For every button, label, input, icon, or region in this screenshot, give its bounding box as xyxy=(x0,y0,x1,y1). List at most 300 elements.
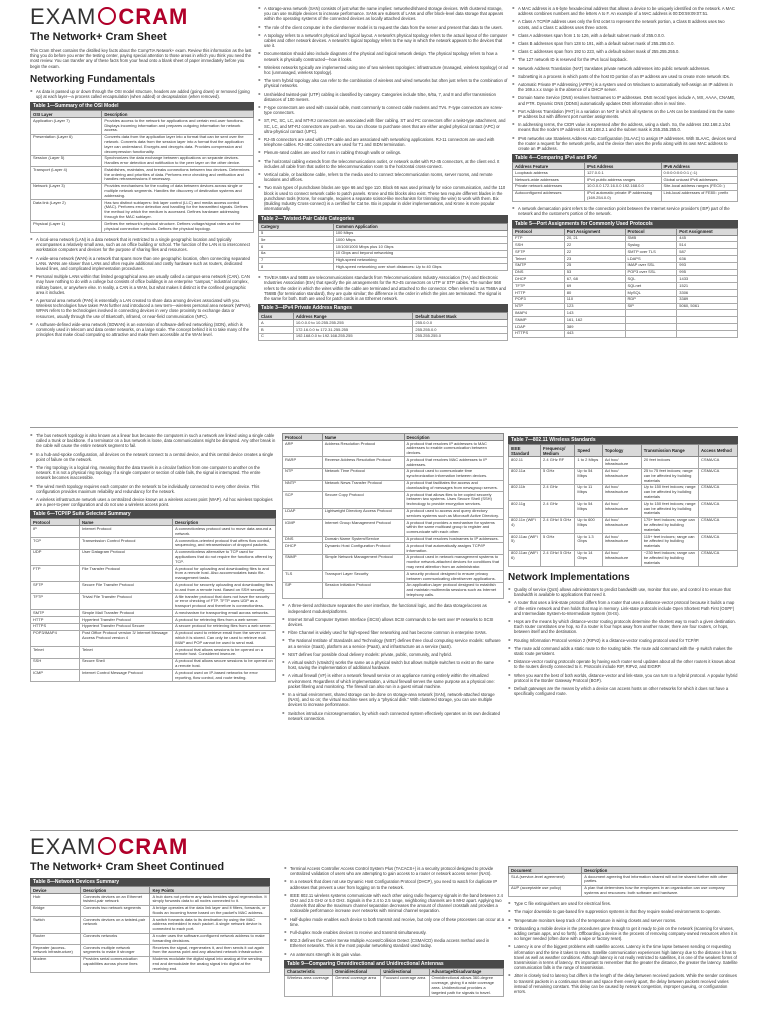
table-cell xyxy=(677,330,738,337)
table-cell: A mechanism for transporting email across networks. xyxy=(173,610,276,617)
list-item: ► Two main types of punchdown blocks are type 66 and type 110. Block 66 was used primarily for voice communication, and the 110 block is used to connect network cable to patch panels. Krone and Bix blocks also exist. These two require different blades in the punchdown tools (Krone, for example, requires a separate scissor-like mechanism for trimming the wire) to work with them. Bix (Building Industry Cross-connect) is a certified for Cat 5e. Bix is popular in older implementations, and Krone is more popular internationally. xyxy=(258,185,508,211)
table-row xyxy=(259,257,508,264)
table-row xyxy=(513,262,738,269)
table-cell: Receives the signal, regenerates it, and then sends it out again from the access point and any attached network infrastructure. xyxy=(150,945,270,957)
table-cell: 802.11ax (WiFi 6) xyxy=(509,550,541,566)
table-cell: 20 feet indoors xyxy=(641,457,698,469)
table-row xyxy=(513,317,738,324)
table-cell: Syslog xyxy=(625,242,677,249)
table-cell: 2.4 GHz xyxy=(541,501,575,517)
list-item: ► The term hybrid topology also can refer to the combination of wireless and wired networks but often just refers to the combination of physical networks. xyxy=(258,78,508,88)
table-cell: Telnet xyxy=(513,256,565,263)
list-item: ► Automatic Private IP Addressing (APIPA) is a system used on Windows to automatically self-assign an IP address in the 169.x.x.x range in the absence of a DHCP server. xyxy=(512,82,738,92)
table-row xyxy=(31,538,276,550)
table-cell: High-speed networking over short distances: Up to 40 Gbps xyxy=(333,264,507,271)
table-row xyxy=(31,167,254,183)
table-row xyxy=(509,885,738,897)
list-item: ► Domain Name Service (DNS) resolves hostnames to IP addresses. DNS record types include A, MX, AAAA, CNAME, and PTR. Dynamic DNS (DDNS) automatically updates DNS information often in real time. xyxy=(512,95,738,105)
table-cell: 802.11b xyxy=(509,484,541,500)
topology-types-list xyxy=(30,433,276,507)
list-item: ► Internet Small Computer System Interface (iSCSI) allows SCSI commands to be sent over IP networks to SCSI devices. xyxy=(282,617,504,627)
page2-middle-column xyxy=(284,866,504,1024)
table-caption-ipv4-ipv6: Table 4—Comparing IPv4 and IPv6 xyxy=(512,154,738,162)
list-item: ► Documentation should also include diagrams of the physical and logical network design. The physical topology refers to how a network is physically constructed—how it looks. xyxy=(258,51,508,61)
table-cell: 5e xyxy=(259,237,334,244)
table-cell: NTP xyxy=(283,468,323,480)
list-item: ► Class C addresses span from 192 to 223, with a default subnet mask of 255.255.255.0. xyxy=(512,49,738,54)
table-cell: A connectionless alternative to TCP used for applications that do not require the functions offered by TCP. xyxy=(173,549,276,565)
table-cell: Transport Layer Security xyxy=(322,571,404,583)
table-cell: 995 xyxy=(677,269,738,276)
table-row xyxy=(509,468,738,484)
table-cell: A hub does not perform any tasks besides signal regeneration. It simply forwards data to all nodes connected to it. xyxy=(150,894,270,906)
table-cell: Secure Copy Protocol xyxy=(322,492,404,508)
table-cell: Synchronizes the data exchange between applications on separate devices. Handles error detection and notification to the peer layer on the other device. xyxy=(102,155,254,167)
table-cell: SNMP xyxy=(283,554,323,570)
table-cell: Data link (Layer 2) xyxy=(31,200,102,221)
routing-list xyxy=(508,587,738,696)
table-cell: SIP xyxy=(283,582,323,598)
list-item: ► Terminal Access Controller Access Control System Plus (TACACS+) is a security protocol designed to provide centralized validation of users who are attempting to gain access to a router or network access server (NAS). xyxy=(284,866,504,876)
list-item: ► Quality of service (QoS) allows administrators to predict bandwidth use, monitor that use, and control it to ensure that bandwidth is available to applications that need it. xyxy=(508,587,738,597)
list-item: ► Wireless networks typically are implemented using one of two wireless topologies: infrastructure (managed, wireless topology) or ad hoc (unmanaged, wireless topology). xyxy=(258,65,508,75)
list-item: ► The major downside to gas-based fire suppression systems is that they require sealed environments to operate. xyxy=(508,909,738,914)
table-cell: Establishes, maintains, and breaks connections between two devices. Determines the ordering and priorities of data. Performs error checking and verification and handles retransmissions if necessary. xyxy=(102,167,254,183)
table-cell: Provides access to the network for applications and certain end-user functions. Displays incoming information and prepares outgoing information for network access. xyxy=(102,118,254,134)
table-cell: 445 xyxy=(677,235,738,242)
table-cell: POP3 over SSL xyxy=(625,269,677,276)
table-cell: Has two distinct sublayers: link layer control (LLC) and media access control (MAC). Performs error detection and handling for the transmitted signals. Defines the method by which the medium is accessed. Defines hardware addressing through the MAC sublayer. xyxy=(102,200,254,221)
table-cell: Global unicast IPv6 addresses xyxy=(661,177,738,184)
table-cell: Telnet xyxy=(31,647,80,659)
table-cell: A protocol that automatically assigns TCP/IP information. xyxy=(404,543,503,555)
column-header: Omnidirectional xyxy=(333,968,381,975)
table-cell: Internet Control Message Protocol xyxy=(80,670,173,682)
table-row xyxy=(513,303,738,310)
table-cell: 802.11a xyxy=(509,468,541,484)
table-cell: A protocol that allows files to be copied securely between two systems. Uses Secure Shell (SSH) technology to provide encryption services. xyxy=(404,492,503,508)
table-caption-ports: Table 5—Port Assignments for Commonly Used Protocols xyxy=(512,220,738,228)
table-cell: 10 Gbps and beyond networking xyxy=(333,250,507,257)
table-cell: File Transfer Protocol xyxy=(80,566,173,582)
column-header: Characteristic xyxy=(285,968,333,975)
column-header: Address Range xyxy=(293,313,413,320)
table-row xyxy=(509,534,738,550)
table-caption-devices: Table 8—Network Devices Summary xyxy=(30,878,270,886)
table-cell: Hypertext Transfer Protocol Secure xyxy=(80,623,173,630)
table-cell: SLA (service-level agreement) xyxy=(509,874,582,886)
table-row xyxy=(283,520,504,536)
section-divider xyxy=(30,830,738,831)
table-cell: NTP xyxy=(513,303,565,310)
table-cell: Trivial File Transfer Protocol xyxy=(80,594,173,610)
table-cell: CSMA/CA xyxy=(699,484,738,500)
table-row xyxy=(513,269,738,276)
list-item: ► Network Address Translation (NAT) translates private network addresses into public network addresses. xyxy=(512,66,738,71)
table-cell: Post Office Protocol version 3/ Internet Message Access Protocol version 4 xyxy=(80,630,173,646)
table-cell: 1000 Mbps xyxy=(333,237,507,244)
table-cell: Loopback address xyxy=(513,170,585,177)
section-divider xyxy=(30,427,738,428)
list-item: ► The horizontal cabling extends from the telecommunications outlet, or network outlet with RJ-45 connectors, at the client end. It includes all cable from that outlet to the telecommunication room to the horizontal cross-connect. xyxy=(258,159,508,169)
table-cell: IPv4 automatic private IP addressing (169.254.0.0) xyxy=(585,190,662,202)
table-cell xyxy=(677,324,738,331)
table-cell xyxy=(625,324,677,331)
table-row xyxy=(513,296,738,303)
table-cell: A secure protocol for retrieving files from a web server. xyxy=(173,623,276,630)
list-item: ► Temperature monitors keep track of the temperature in wiring closets and server rooms. xyxy=(508,918,738,923)
table-cell: Ad hoc/ infrastructure xyxy=(602,468,641,484)
page2-right-column xyxy=(508,866,738,1024)
table-cell: 5 GHz xyxy=(541,534,575,550)
table-cell: Omnidirectional allows 360-degree coverage, giving it a wide coverage area. Unidirectional provides a targeted path for signals to travel. xyxy=(429,975,503,996)
table-cell: 2.4 GHz/ 5 GHz xyxy=(541,550,575,566)
table-cell: Transport (Layer 4) xyxy=(31,167,102,183)
table-row xyxy=(31,582,276,594)
lower-right-column xyxy=(508,433,738,825)
table-cell: Up to 54 Mbps xyxy=(575,468,602,484)
table-cell: IP xyxy=(31,526,80,538)
table-cell: A protocol that facilitates the access and downloading of messages from newsgroup servers. xyxy=(404,480,503,492)
virtualization-list xyxy=(282,603,504,721)
table-cell: A document agreeing that information shared will not be shared further with other parties. xyxy=(582,874,738,886)
table-row xyxy=(283,508,504,520)
list-item: ► An antenna's strength is its gain value. xyxy=(284,952,504,957)
column-header: Device xyxy=(31,887,81,894)
list-item: ► Routing Information Protocol version 2 (RIPv2) is a distance-vector routing protocol used for TCP/IP. xyxy=(508,638,738,643)
table-cell: 25 to 75 feet indoors; range can be affected by building materials xyxy=(641,468,698,484)
section-heading-network-impl: Network Implementations xyxy=(508,571,630,583)
table-cell: POP3/IMAP4 xyxy=(31,630,80,646)
table-cell: 161, 162 xyxy=(564,317,625,324)
table-cell: POP3 xyxy=(513,296,565,303)
table-cell: Connects two network segments xyxy=(81,905,150,917)
table-cell: 53 xyxy=(564,269,625,276)
table-row xyxy=(283,536,504,543)
table-cell: Ad hoc/ infrastructure xyxy=(602,501,641,517)
table-cell: General coverage area xyxy=(333,975,381,996)
list-item: ► As data is passed up or down through the OSI model structure, headers are added (going down) or removed (going up) at each layer—a process called encapsulation (when added) or decapsulation (when removed). xyxy=(30,89,254,99)
table-row xyxy=(259,333,508,340)
table-cell: Connects devices on an Ethernet twisted-pair network xyxy=(81,894,150,906)
table-cell: Dynamic Host Configuration Protocol xyxy=(322,543,404,555)
table-cell: Ad hoc/ infrastructure xyxy=(602,534,641,550)
list-item: ► A router that uses a link-state protocol differs from a router that uses a distance-vector protocol because it builds a map of the entire network and then holds that map in memory. Link-state protocols include Open Shortest Path First (OSPF) and Intermediate System-to-Intermediate System (IS-IS). xyxy=(508,600,738,616)
table-cell: 3389 xyxy=(677,296,738,303)
table-cell: DHCP xyxy=(513,276,565,283)
list-item: ► Distance-vector routing protocols operate by having each router send updates about all the other routers it knows about to the routers directly connected to it. Protocols include RIP, RIPv2, and EIGRP. xyxy=(508,659,738,669)
list-item: ► TIA/EIA 568A and 568B are telecommunications standards from Telecommunications Industry Association (TIA) and Electronic Industries Association (EIA) that specify the pin arrangements for the RJ-45 connectors on UTP or STP cables. The number 568 refers to the order in which the wires within the cable are terminated and attached to the connector. Often referred to as T568A and T568B (for termination standard), they are quite similar; the difference is the order in which the pins are terminated. The signal is the same for both. Both are used for patch cords in an Ethernet network. xyxy=(258,275,508,301)
table-row xyxy=(31,658,276,670)
table-cell: Domain Name System/Service xyxy=(322,536,404,543)
network-types-list xyxy=(30,237,254,337)
table-row xyxy=(259,237,508,244)
table-caption-twisted-pair: Table 2—Twisted-Pair Cable Categories xyxy=(258,215,508,223)
table-row xyxy=(283,492,504,508)
table-cell: Autoconfigured addresses xyxy=(513,190,585,202)
table-cell: SFTP xyxy=(513,249,565,256)
topology-cabling-list xyxy=(258,6,508,212)
table-cell: 22 xyxy=(564,249,625,256)
table-cell: SSH xyxy=(31,658,80,670)
table-cell: ARP xyxy=(283,441,323,457)
table-cell: A protocol used to communicate time synchronization information between devices. xyxy=(404,468,503,480)
column-header: Access Method xyxy=(699,445,738,457)
ipv4-ipv6-table xyxy=(512,162,738,202)
column-header: OSI Layer xyxy=(31,111,102,118)
table-row xyxy=(31,118,254,134)
table-row xyxy=(31,647,276,659)
table-cell: Up to 11 Mbps xyxy=(575,484,602,500)
list-item: ► A Class A TCP/IP address uses only the first octet to represent the network portion, a Class B address uses two octets, and a Class C address uses three octets. xyxy=(512,19,738,29)
table-cell: HTTPS xyxy=(31,623,80,630)
table-cell: High-speed networking xyxy=(333,257,507,264)
list-item: ► Class A addresses span from 1 to 126, with a default subnet mask of 255.0.0.0. xyxy=(512,33,738,38)
table-cell: A protocol that allows sessions to be opened on a remote host. Considered insecure. xyxy=(173,647,276,659)
table-cell: A bridge operates at the data link layer and it filters, forwards, or floods an incoming frame based on the packet's MAC address. xyxy=(150,905,270,917)
column-header: Advantage/Disadvantage xyxy=(429,968,503,975)
table-cell: 6 xyxy=(259,244,334,251)
list-item: ► The 127 network ID is reserved for the IPv4 local loopback. xyxy=(512,57,738,62)
list-item: ► When you want the best of both worlds, distance-vector and link-state, you can turn to a hybrid protocol. A popular hybrid protocol is the Border Gateway Protocol (BGP). xyxy=(508,673,738,683)
list-item: ► In a virtual environment, shared storage can be done on storage-area network (SAN), network-attached storage (NAS), and so on; the virtual machine sees only a "physical disk." With clustered storage, you can use multiple devices to increase performance. xyxy=(282,692,504,708)
table-row xyxy=(259,264,508,271)
table-cell: Provides mechanisms for the routing of data between devices across single or multiple network segments. Handles the discovery of destination systems and addressing. xyxy=(102,183,254,199)
table-row xyxy=(31,945,270,957)
list-item: ► A MAC address is a 6-byte hexadecimal address that allows a device to be uniquely identified on the network. A MAC address combines numbers and the letters A to F. An example of a MAC address is 00:D0:59:09:07:51. xyxy=(512,6,738,16)
table-cell: CSMA/CA xyxy=(699,517,738,533)
table-cell: AUP (acceptable use policy) xyxy=(509,885,582,897)
table-cell: Modems modulate the digital signal into analog at the sending end and demodulate the analog signal into digital at the receiving end. xyxy=(150,956,270,972)
table-cell: Ad hoc/ infrastructure xyxy=(602,550,641,566)
table-cell: 1 to 2 Mbps xyxy=(575,457,602,469)
table-cell: RDP xyxy=(625,296,677,303)
exam-cram-logo-2: EXAM CRAM xyxy=(30,834,189,859)
table-row xyxy=(513,190,738,202)
list-item: ► A three-tiered architecture separates the user interface, the functional logic, and the data storage/access as independent modules/platforms. xyxy=(282,603,504,613)
table-cell: 5 GHz xyxy=(541,468,575,484)
table-cell: Secure File Transfer Protocol xyxy=(80,582,173,594)
table-row xyxy=(31,566,276,582)
list-item: ► Onboarding a mobile device is the procedures gone through to get it ready to join on the network (scanning for viruses, adding certain apps, and so forth). Offboarding a device is the process of removing company-owned resources when it is no longer needed (often done with a wipe or factory reset). xyxy=(508,926,738,942)
table-row xyxy=(31,894,270,906)
list-item: ► 802.3 defines the Carrier Sense Multiple Access/Collision Detect (CSMA/CD) media access method used in Ethernet networks. This is the most popular networking standard used today. xyxy=(284,938,504,948)
table-row xyxy=(513,256,738,263)
table-row xyxy=(513,183,738,190)
table-cell: Focused coverage area xyxy=(381,975,429,996)
table-cell xyxy=(677,317,738,324)
table-cell: CSMA/CA xyxy=(699,501,738,517)
list-item: ► A personal area network (PAN) is essentially a LAN created to share data among devices associated with you. Wireless technologies have taken PAN further and introduced a new term—wireless personal area network (WPAN). WPAN refers to the technologies involved in connecting devices in very close proximity to exchange data or resources, usually through the use of Bluetooth, infrared, or near-field communication (NFC). xyxy=(30,298,254,319)
table-cell: TCP xyxy=(31,538,80,550)
table-cell: Network News Transfer Protocol xyxy=(322,480,404,492)
table-cell: LDAPS xyxy=(625,256,677,263)
table-cell: A protocol used in network management systems to monitor network-attached devices for conditions that may need attention from an administrator. xyxy=(404,554,503,570)
intro-paragraph: This Cram Sheet contains the distilled key facts about the CompTIA Network+ exam. Review this information as the last thing you do before you enter the testing center, paying special attention to those areas in which you think you need the most review. You can transfer any of these facts from your head onto a blank sheet of paper immediately before you begin the exam. xyxy=(30,48,252,69)
list-item: ► Hops are the means by which distance-vector routing protocols determine the shortest way to reach a given destination. Each router constitutes one hop, so if a router is four hops away from another router, there are four routers, or hops, between itself and the destination. xyxy=(508,619,738,635)
list-item: ► IPv6 networks use Stateless Address Auto Configuration (SLAAC) to assign IP addresses. With SLAAC, devices send the router a request for the network prefix, and the device then uses the prefix along with its own MAC address to create an IP address. xyxy=(512,136,738,152)
table-cell xyxy=(677,310,738,317)
column-header: Description xyxy=(81,887,150,894)
table-cell: 123 xyxy=(564,303,625,310)
table-cell: Internet Group Management Protocol xyxy=(322,520,404,536)
security-wireless-list xyxy=(284,866,504,957)
column-header: Frequency/ Medium xyxy=(541,445,575,457)
network-devices-table xyxy=(30,886,270,973)
table-cell: FTP xyxy=(513,235,565,242)
table-cell: A connectionless protocol used to move data around a network. xyxy=(173,526,276,538)
table-cell: A protocol that resolves hostnames to IP addresses. xyxy=(404,536,503,543)
table-cell: 192.168.0.0 to 192.168.255.255 xyxy=(293,333,413,340)
column-1 xyxy=(30,4,254,338)
table-cell: A connection-oriented protocol that offers flow control, sequencing, and retransmission of dropped packets. xyxy=(173,538,276,550)
ipv4-private-table xyxy=(258,312,508,340)
table-cell: SMTP xyxy=(513,262,565,269)
table-cell: An application-layer protocol designed to establish and maintain multimedia sessions such as Internet telephony calls. xyxy=(404,582,503,598)
list-item: ► Fibre Channel is widely used for high-speed fiber networking and has become common in enterprise SANs. xyxy=(282,630,504,635)
list-item: ► Jitter is closely tied to latency but differs in the length of the delay between received packets. While the sender continues to transmit packets in a continuous stream and space them evenly apart, the delay between packets received varies instead of remaining constant. This delay can be caused by network congestion, improper queuing, or configuration errors. xyxy=(508,973,738,994)
table-cell: 587 xyxy=(677,249,738,256)
wireless-standards-table xyxy=(508,444,738,567)
table-row xyxy=(509,484,738,500)
table-cell: ICMP xyxy=(31,670,80,682)
list-item: ► A virtual firewall (VF) is either a network firewall service or an appliance running entirely within the virtualized environment. Regardless of which implementation, a virtual firewall serves the same purpose as a physical one: packet filtering and monitoring. The firewall can also run in a guest virtual machine. xyxy=(282,673,504,689)
list-item: ► Half-duplex mode enables each device to both transmit and receive, but only one of these processes can occur at a time. xyxy=(284,917,504,927)
table-row xyxy=(283,480,504,492)
table-row xyxy=(513,249,738,256)
table-cell: 10.0.0.0 172.16.0.0 192.168.0.0 xyxy=(585,183,662,190)
table-cell: ~230 feet indoors; range can be affected by building materials xyxy=(641,550,698,566)
list-item: ► The route add command adds a static route to the routing table. The route add command with the -p switch makes the static route persistent. xyxy=(508,646,738,656)
table-cell: 802.11g xyxy=(509,501,541,517)
table-cell: Simple Network Management Protocol xyxy=(322,554,404,570)
table-cell: 1433 xyxy=(677,276,738,283)
table-cell: SMB xyxy=(625,235,677,242)
table-row xyxy=(31,594,276,610)
table-cell: Up to 54 Mbps xyxy=(575,501,602,517)
table-cell: Connects networks xyxy=(81,933,150,945)
page2-left-column xyxy=(30,836,270,1024)
table-row xyxy=(31,933,270,945)
table-row xyxy=(259,244,508,251)
table-row xyxy=(509,457,738,469)
list-item: ► In addressing terms, the CIDR value is expressed after the address, using a slash. So, the address 192.168.2.1/24 means that the node's IP address is 192.168.2.1 and the subnet mask is 255.255.255.0. xyxy=(512,122,738,132)
table-cell: 172.16.0.0 to 172.31.255.255 xyxy=(293,327,413,334)
table-cell: 23 xyxy=(564,256,625,263)
table-cell: CSMA/CA xyxy=(699,468,738,484)
list-item: ► Full-duplex mode enables devices to receive and transmit simultaneously. xyxy=(284,930,504,935)
tia-list xyxy=(258,275,508,301)
environment-list xyxy=(508,901,738,994)
table-row xyxy=(259,250,508,257)
table-cell: Router xyxy=(31,933,81,945)
list-item: ► ST, PC, SC, LC, and MT-RJ connectors are associated with fiber cabling. ST and PC connectors offer a twist-type attachment, and SC, LC, and MT-RJ connectors are push-on. You can choose to purchase ones that are either angled physical contact (APC) or ultra-physical contact (UPC). xyxy=(258,118,508,134)
list-item: ► Plenum-rated cables are used for runs in cabling through walls or ceilings. xyxy=(258,150,508,155)
table-cell: Internet Protocol xyxy=(80,526,173,538)
tcpip-table-continued xyxy=(282,433,504,599)
column-header: Description xyxy=(102,111,254,118)
table-cell: Secure Shell xyxy=(80,658,173,670)
table-cell xyxy=(625,310,677,317)
column-header: IPv6 Address xyxy=(661,163,738,170)
table-cell: IMAP4 xyxy=(513,310,565,317)
table-cell xyxy=(625,317,677,324)
table-cell: Wireless area coverage xyxy=(285,975,333,996)
table-cell: B xyxy=(259,327,294,334)
table-cell: Converts data from the application layer into a format that can be sent over the network. Converts data from the session layer into a format that the application layer can understand. Encrypts and decrypts data. Provides compression and decompression functionality. xyxy=(102,134,254,155)
table-row xyxy=(31,610,276,617)
list-item: ► The wired mesh topology requires each computer on the network to be individually connected to every other device. This configuration provides maximum reliability and redundancy for the network. xyxy=(30,484,276,494)
table-row xyxy=(31,134,254,155)
osi-table xyxy=(30,110,254,233)
table-cell: TFTP xyxy=(31,594,80,610)
table-cell: Network Time Protocol xyxy=(322,468,404,480)
column-header: Address Feature xyxy=(513,163,585,170)
table-row xyxy=(31,917,270,933)
table-cell: IPv4 public address ranges xyxy=(585,177,662,184)
column-header: Description xyxy=(173,519,276,526)
table-cell: TFTP xyxy=(513,283,565,290)
table-caption-wireless: Table 7—802.11 Wireless Standards xyxy=(508,436,738,444)
table-cell: A file transfer protocol that does not have the security or error checking of FTP. TFTP uses UDP as a transport protocol and therefore is connectionless. xyxy=(173,594,276,610)
table-cell: 802.11ac (WiFi 5) xyxy=(509,534,541,550)
table-cell: IGMP xyxy=(283,520,323,536)
list-item: ► The National Institute of Standards and Technology (NIST) defines three cloud computing service models: software as a service (SaaS), platform as a service (PaaS), and infrastructure as a service (IaaS). xyxy=(282,638,504,648)
table-cell: 25 xyxy=(564,262,625,269)
column-header: Description xyxy=(404,434,503,441)
addressing-list xyxy=(512,6,738,151)
table-cell: 255.255.255.0 xyxy=(413,333,508,340)
column-header: Protocol xyxy=(513,228,565,235)
list-item: ► Personal multiple LANs within that limited geographical area are usually called a campus-area network (CAN). CAN may have nothing to do with a college but consists of office buildings in an enterprise "campus," industrial complex, military bases, or anywhere else. In reality, a CAN is a WAN, but what makes it distinct is the confined geographic area it includes. xyxy=(30,274,254,295)
column-header: Description xyxy=(582,867,738,874)
table-cell: 5060, 5061 xyxy=(677,303,738,310)
table-cell: Transmission Control Protocol xyxy=(80,538,173,550)
table-row xyxy=(509,501,738,517)
table-cell: RARP xyxy=(283,457,323,469)
table-cell: Simple Mail Transfer Protocol xyxy=(80,610,173,617)
table-cell: HTTPS xyxy=(513,330,565,337)
table-cell: Modem xyxy=(31,956,81,972)
table-cell: 2.4 GHz/ 5 GHz xyxy=(541,517,575,533)
table-caption-tcpip: Table 6—TCP/IP Suite Selected Summary xyxy=(30,510,276,518)
table-cell: 2.4 GHz RF xyxy=(541,457,575,469)
table-cell: Bridge xyxy=(31,905,81,917)
table-cell: TLS xyxy=(283,571,323,583)
table-cell: A protocol for securely uploading and downloading files to and from a remote host. Based on SSH security. xyxy=(173,582,276,594)
table-cell: 20, 21 xyxy=(564,235,625,242)
column-header: Document xyxy=(509,867,582,874)
list-item: ► The ring topology is a logical ring, meaning that the data travels in a circular fashion from one computer to another on the network. It is not a physical ring topology. If a single computer or section of cable fails, the signal is interrupted. The entire network becomes inaccessible. xyxy=(30,465,276,481)
logo-ring-icon xyxy=(98,837,116,855)
table-row xyxy=(31,630,276,646)
column-header: Key Points xyxy=(150,887,270,894)
table-caption-osi: Table 1—Summary of the OSI Model xyxy=(30,102,254,110)
table-cell: Session Initiation Protocol xyxy=(322,582,404,598)
list-item: ► Port Address Translation (PAT) is a variation on NAT in which all systems on the LAN can be translated into the same IP address but with different port number assignments. xyxy=(512,109,738,119)
table-cell: 8 xyxy=(259,264,334,271)
list-item: ► Vertical cable, or backbone cable, refers to the media used to connect telecommunication rooms, server rooms, and remote locations and offices. xyxy=(258,172,508,182)
table-cell: SSH xyxy=(513,242,565,249)
table-cell: A security protocol designed to ensure privacy between communicating client/server applications. xyxy=(404,571,503,583)
list-item: ► In a network that does not use Dynamic Host Configuration Protocol (DHCP), you need to watch for duplicate IP addresses that prevent a user from logging on to the network. xyxy=(284,879,504,889)
table-row xyxy=(31,617,276,624)
table-cell: Presentation (Layer 6) xyxy=(31,134,102,155)
table-row xyxy=(283,582,504,598)
column-header: Transmission Range xyxy=(641,445,698,457)
table-row xyxy=(513,170,738,177)
column-header: Name xyxy=(322,434,404,441)
